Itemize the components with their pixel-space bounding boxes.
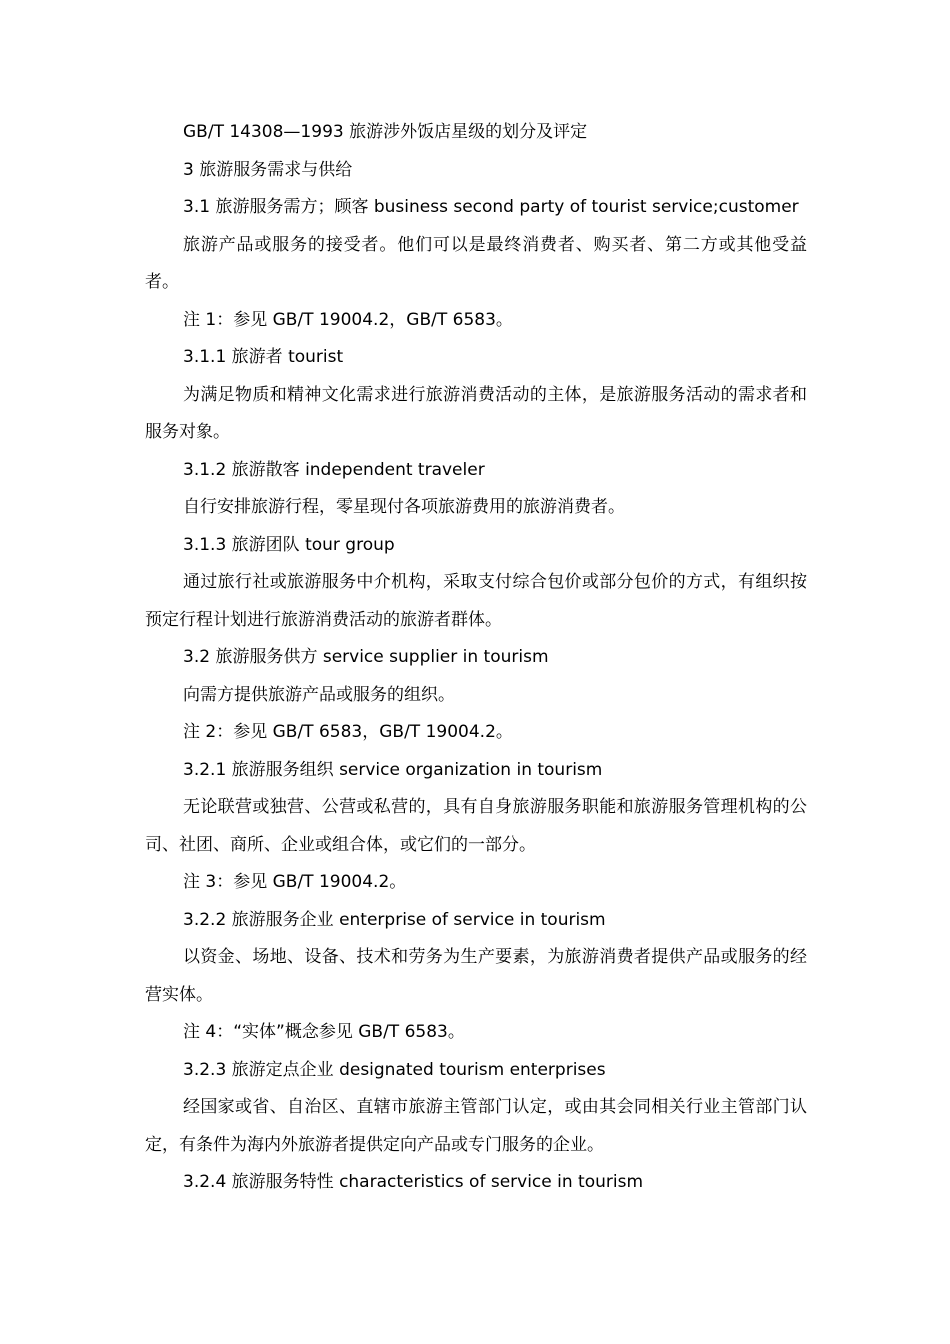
- definition-paragraph: 无论联营或独营、公营或私营的，具有自身旅游服务职能和旅游服务管理机构的公司、社团、商所、企业或组合体，或它们的一部分。: [145, 797, 807, 855]
- term-heading: 3.1.1 旅游者 tourist: [183, 347, 344, 367]
- definition-paragraph: 旅游产品或服务的接受者。他们可以是最终消费者、购买者、第二方或其他受益者。: [145, 234, 807, 292]
- definition-paragraph: 以资金、场地、设备、技术和劳务为生产要素，为旅游消费者提供产品或服务的经营实体。: [145, 947, 807, 1005]
- term-heading: 3.2.2 旅游服务企业 enterprise of service in tourism: [183, 909, 606, 930]
- definition-paragraph: 通过旅行社或旅游服务中介机构，采取支付综合包价或部分包价的方式，有组织按预定行程计划进行旅游消费活动的旅游者群体。: [145, 572, 807, 630]
- definition-paragraph: 经国家或省、自治区、直辖市旅游主管部门认定，或由其会同相关行业主管部门认定，有条件为海内外旅游者提供定向产品或专门服务的企业。: [145, 1097, 807, 1155]
- term-heading: 3.2 旅游服务供方 service supplier in tourism: [183, 647, 549, 667]
- document-body: [145, 114, 807, 1202]
- note-line: 注 1：参见 GB/T 19004.2，GB/T 6583。: [183, 309, 513, 330]
- section-heading: 3 旅游服务需求与供给: [183, 159, 353, 180]
- term-heading: 3.2.1 旅游服务组织 service organization in tourism: [183, 759, 603, 780]
- note-line: 注 4：“实体”概念参见 GB/T 6583。: [183, 1022, 465, 1042]
- definition-line: 向需方提供旅游产品或服务的组织。: [183, 684, 455, 705]
- definition-paragraph: 为满足物质和精神文化需求进行旅游消费活动的主体，是旅游服务活动的需求者和服务对象。: [145, 384, 807, 442]
- note-line: 注 3：参见 GB/T 19004.2。: [183, 872, 407, 892]
- term-heading: 3.1.2 旅游散客 independent traveler: [183, 459, 485, 480]
- term-heading: 3.2.4 旅游服务特性 characteristics of service in tourism: [183, 1172, 644, 1192]
- definition-line: 自行安排旅游行程，零星现付各项旅游费用的旅游消费者。: [183, 497, 625, 517]
- term-heading: 3.1.3 旅游团队 tour group: [183, 534, 395, 555]
- standard-reference: GB/T 14308—1993 旅游涉外饭店星级的划分及评定: [183, 122, 588, 142]
- term-heading: 3.2.3 旅游定点企业 designated tourism enterprises: [183, 1059, 606, 1080]
- term-heading: 3.1 旅游服务需方；顾客 business second party of tourist service;customer: [183, 197, 799, 217]
- note-line: 注 2：参见 GB/T 6583，GB/T 19004.2。: [183, 722, 513, 742]
